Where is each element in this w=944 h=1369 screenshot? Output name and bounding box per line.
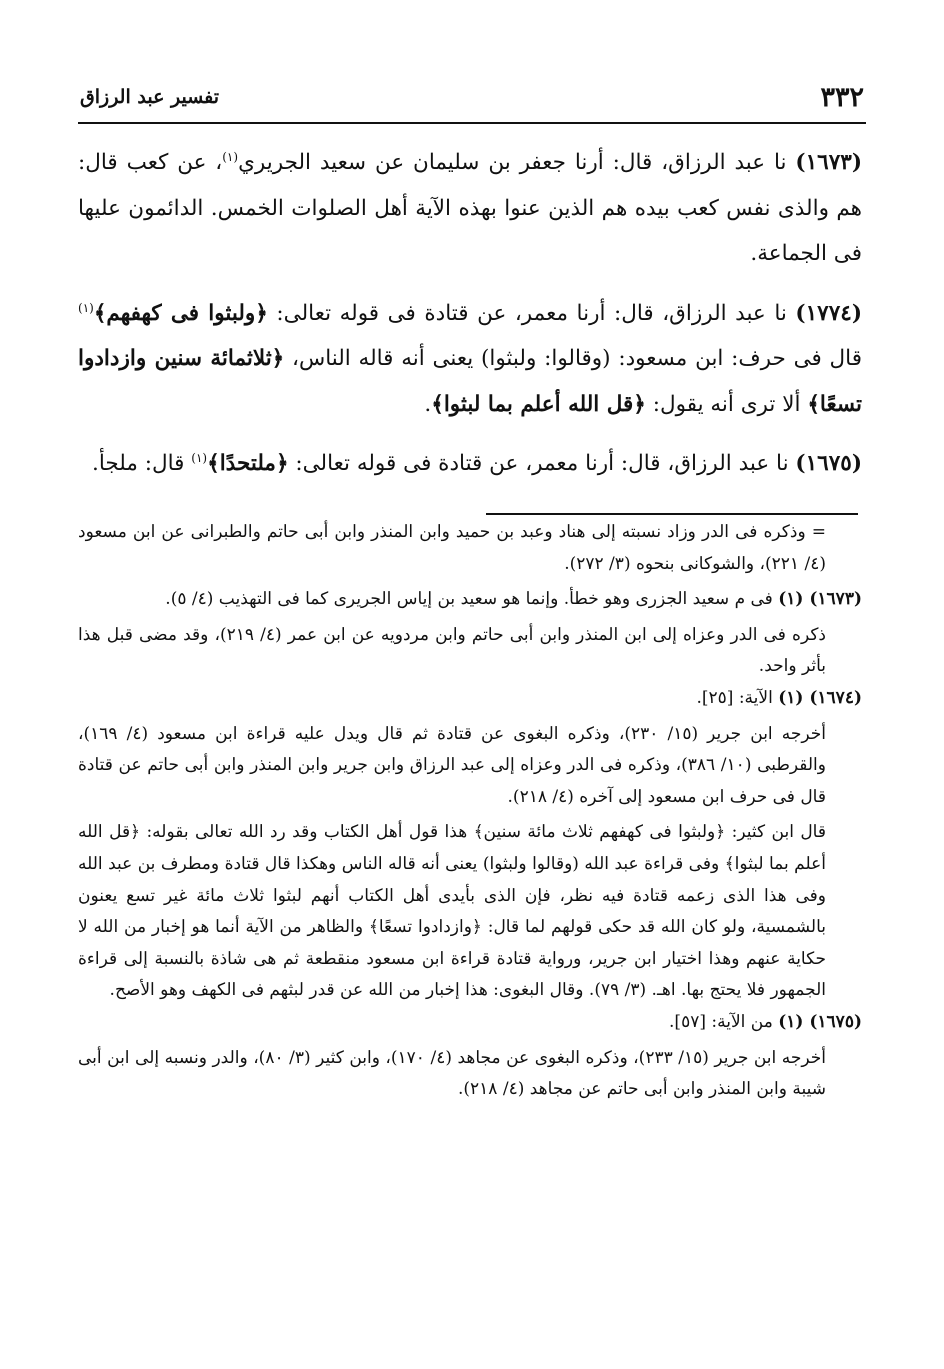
- entry-1675: [78, 441, 862, 487]
- footnote-1673: [78, 584, 862, 616]
- quran-quote: ﴿قل الله أعلم بما لبثوا﴾: [431, 391, 646, 417]
- entry-text: قال: ملجأ.: [92, 451, 192, 476]
- footnote-text: من الآية: [٥٧].: [669, 1011, 779, 1032]
- entry-number: (١٧٧٤): [795, 300, 862, 326]
- main-text: [78, 140, 862, 501]
- running-title: تفسير عبد الرزاق: [80, 86, 220, 108]
- entry-number: (١٦٧٥): [795, 451, 862, 476]
- header-rule: [78, 122, 866, 124]
- entry-1673: [78, 140, 862, 277]
- entry-number: (١٦٧٣): [795, 150, 862, 175]
- entry-text: نا عبد الرزاق، قال: أرنا معمر، عن قتادة فى قوله تعالى:: [267, 300, 796, 326]
- entry-text: ألا ترى أنه يقول:: [645, 391, 808, 417]
- footnotes: [78, 517, 862, 1106]
- footnote-text: الآية: [٢٥].: [696, 687, 779, 708]
- footnote-1675: [78, 1007, 862, 1039]
- footnote-continuation: = وذكره فى الدر وزاد نسبته إلى هناد وعبد بن حميد وابن المنذر وابن أبى حاتم والطبرانى عن ابن مسعود (٤/ ٢٢١)، والشوكانى بنحوه (٣/ ٢٧٢).: [78, 522, 826, 574]
- footnote-marker: (١): [191, 450, 208, 465]
- footnote-paragraph: قال ابن كثير: ﴿ولبثوا فى كهفهم ثلاث مائة سنين﴾ هذا قول أهل الكتاب وقد رد الله تعالى بقوله: ﴿قل الله أعلم بما لبثوا﴾ وفى قراءة عبد الله (وقالوا ولبثوا) يعنى أنه قاله الناس وهكذا قال قتادة ومطرف بن عبد الله وفى هذا الذى زعمه قتادة فيه نظر، فإن الذى بأيدى أهل الكتاب أنهم لبثوا ثلاث مائة غير تسع يعنون بالشمسية، ولو كان الله قد حكى قولهم لما قال: ﴿وازدادوا تسعًا﴾ والظاهر من الآية أنما هو إخبار من الله لا حكاية عنهم وهذا اختيار ابن جرير، ورواية قتادة قراءة ابن مسعود منقطعة ثم هى شاذة بالنسبة إلى قراءة الجمهور فلا يحتج بها. اهـ. (٣/ ٧٩). وقال البغوى: هذا إخبار من الله عن قدر لبثهم فى الكهف وهو الأصح.: [78, 822, 826, 1001]
- entry-text: نا عبد الرزاق، قال: أرنا جعفر بن سليمان عن سعيد الجريري: [238, 150, 796, 175]
- entry-text: .: [424, 391, 432, 417]
- footnote-text: فى م سعيد الجزرى وهو خطأ. وإنما هو سعيد بن إياس الجريرى كما فى التهذيب (٤/ ٥).: [165, 589, 779, 610]
- footnote-paragraph: ذكره فى الدر وعزاه إلى ابن المنذر وابن أبى حاتم وابن مردويه عن ابن عمر (٤/ ٢١٩)، وقد مضى قبل هذا بأثر واحد.: [78, 624, 826, 677]
- footnote-marker: (١): [78, 300, 94, 315]
- footnote-marker: (١): [222, 149, 239, 164]
- entry-text: قال فى حرف: ابن مسعود: (وقالوا: ولبثوا) يعنى أنه قاله الناس،: [284, 346, 862, 371]
- quran-quote: ﴿ثلاثمائة سنين وازدادوا تسعًا﴾: [78, 346, 862, 417]
- footnote-head: (١٦٧٤) (١): [778, 687, 862, 708]
- quran-quote: ﴿ملتحدًا﴾: [207, 451, 289, 476]
- footnote-1674: [78, 683, 862, 715]
- page-header: [80, 78, 864, 118]
- footnote-head: (١٦٧٥) (١): [778, 1011, 862, 1032]
- footnote-separator: [486, 513, 858, 515]
- footnote-head: (١٦٧٣) (١): [778, 589, 862, 610]
- footnote-paragraph: أخرجه ابن جرير (١٥/ ٢٣٣)، وذكره البغوى عن مجاهد (٤/ ١٧٠)، وابن كثير (٣/ ٨٠)، والدر ونسبه إلى ابن أبى شيبة وابن المنذر وابن أبى حاتم عن مجاهد (٤/ ٢١٨).: [78, 1047, 826, 1100]
- quran-quote: ﴿ولبثوا فى كهفهم﴾: [93, 300, 268, 326]
- entry-text: نا عبد الرزاق، قال: أرنا معمر، عن قتادة فى قوله تعالى:: [288, 451, 796, 476]
- entry-1774: [78, 291, 862, 428]
- entry-text: ، عن كعب قال: هم والذى نفس كعب بيده هم الذين عنوا بهذه الآية أهل الصلوات الخمس. الدائمون عليها فى الجماعة.: [78, 150, 862, 266]
- page-number: ٣٣٢: [820, 82, 864, 113]
- footnote-paragraph: أخرجه ابن جرير (١٥/ ٢٣٠)، وذكره البغوى عن قتادة ثم قال ويدل عليه قراءة ابن مسعود (٤/ ١٦٩)، والقرطبى (١٠/ ٣٨٦)، وذكره فى الدر وعزاه إلى عبد الرزاق وابن جرير وابن المنذر وابن أبى حاتم عن قتادة قال فى حرف ابن مسعود إلى آخره (٤/ ٢١٨).: [78, 723, 826, 807]
